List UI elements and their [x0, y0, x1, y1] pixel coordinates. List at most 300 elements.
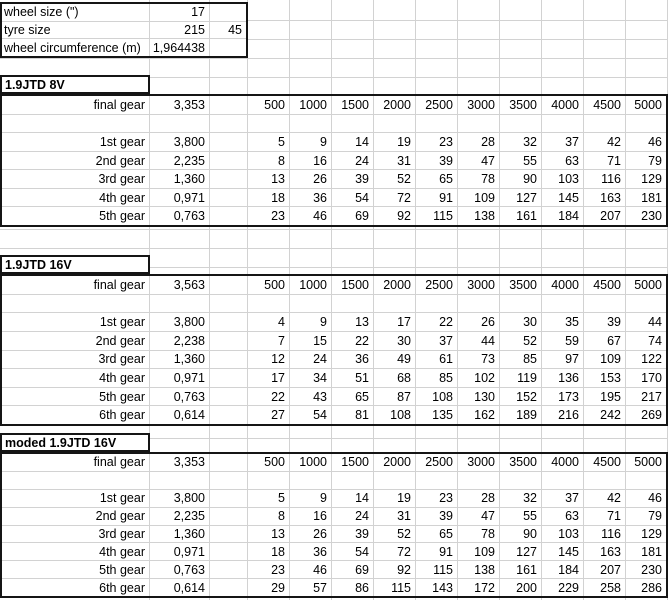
speed-cell[interactable]: 23: [248, 207, 290, 225]
empty-cell[interactable]: [210, 133, 248, 151]
rpm-header-cell[interactable]: 4500: [584, 454, 626, 471]
speed-cell[interactable]: 13: [248, 526, 290, 543]
gear-ratio-cell[interactable]: 0,971: [150, 543, 210, 560]
speed-cell[interactable]: 85: [500, 351, 542, 369]
speed-cell[interactable]: 145: [542, 189, 584, 207]
speed-cell[interactable]: 55: [500, 508, 542, 525]
gear-ratio-cell[interactable]: 0,763: [150, 388, 210, 406]
rpm-header-cell[interactable]: 5000: [634, 277, 662, 292]
gear-label-cell[interactable]: 5th gear: [2, 207, 150, 225]
speed-cell[interactable]: 143: [416, 579, 458, 596]
speed-cell[interactable]: 54: [332, 543, 374, 560]
speed-cell[interactable]: 18: [248, 189, 290, 207]
speed-cell[interactable]: 46: [290, 207, 332, 225]
speed-cell[interactable]: 286: [641, 580, 662, 595]
empty-cell[interactable]: [542, 295, 584, 313]
empty-cell[interactable]: [150, 115, 210, 133]
speed-cell[interactable]: 258: [584, 579, 626, 596]
speed-cell[interactable]: 78: [458, 526, 500, 543]
speed-cell[interactable]: 119: [500, 369, 542, 387]
speed-cell[interactable]: 7: [248, 332, 290, 350]
empty-cell[interactable]: [2, 115, 150, 133]
speed-cell[interactable]: 71: [584, 508, 626, 525]
empty-cell[interactable]: [210, 207, 248, 225]
gear-label-cell[interactable]: 1st gear: [2, 133, 150, 151]
speed-cell[interactable]: 30: [500, 313, 542, 331]
gear-ratio-cell[interactable]: 0,614: [150, 406, 210, 424]
empty-cell[interactable]: [290, 115, 332, 133]
speed-cell[interactable]: 86: [332, 579, 374, 596]
empty-cell[interactable]: [248, 115, 290, 133]
rpm-header-cell[interactable]: 4000: [542, 454, 584, 471]
speed-cell[interactable]: 39: [584, 313, 626, 331]
speed-cell[interactable]: 163: [584, 189, 626, 207]
speed-cell[interactable]: 115: [416, 207, 458, 225]
speed-cell[interactable]: 52: [374, 526, 416, 543]
speed-cell[interactable]: 36: [290, 189, 332, 207]
speed-cell[interactable]: 97: [542, 351, 584, 369]
speed-cell[interactable]: 184: [542, 561, 584, 578]
speed-cell[interactable]: 127: [500, 189, 542, 207]
empty-cell[interactable]: [210, 96, 248, 114]
speed-cell[interactable]: 87: [374, 388, 416, 406]
speed-cell[interactable]: 22: [416, 313, 458, 331]
speed-cell[interactable]: 108: [374, 406, 416, 424]
gear-ratio-cell[interactable]: 3,800: [150, 490, 210, 507]
speed-cell[interactable]: 136: [542, 369, 584, 387]
speed-cell[interactable]: 116: [584, 170, 626, 188]
rpm-header-cell[interactable]: 500: [248, 454, 290, 471]
speed-cell[interactable]: 39: [332, 170, 374, 188]
empty-cell[interactable]: [542, 115, 584, 133]
rpm-header-cell[interactable]: 1000: [290, 454, 332, 471]
speed-cell[interactable]: 230: [641, 209, 662, 224]
speed-cell[interactable]: 173: [542, 388, 584, 406]
speed-cell[interactable]: 216: [542, 406, 584, 424]
speed-cell[interactable]: 207: [584, 207, 626, 225]
speed-cell[interactable]: 36: [332, 351, 374, 369]
empty-cell[interactable]: [626, 115, 666, 133]
speed-cell[interactable]: 109: [584, 351, 626, 369]
speed-cell[interactable]: 15: [290, 332, 332, 350]
gear-label-cell[interactable]: 2nd gear: [2, 332, 150, 350]
empty-cell[interactable]: [210, 579, 248, 596]
speed-cell[interactable]: 49: [374, 351, 416, 369]
gear-label-cell[interactable]: 3rd gear: [2, 170, 150, 188]
gear-ratio-cell[interactable]: 2,238: [150, 332, 210, 350]
speed-cell[interactable]: 145: [542, 543, 584, 560]
speed-cell[interactable]: 181: [641, 544, 662, 559]
gear-label-cell[interactable]: 4th gear: [2, 543, 150, 560]
speed-cell[interactable]: 46: [648, 491, 662, 506]
final-gear-label-cell[interactable]: final gear: [2, 276, 150, 294]
empty-cell[interactable]: [332, 115, 374, 133]
gear-ratio-cell[interactable]: 0,763: [150, 561, 210, 578]
speed-cell[interactable]: 217: [641, 389, 662, 404]
speed-cell[interactable]: 14: [332, 490, 374, 507]
speed-cell[interactable]: 162: [458, 406, 500, 424]
empty-cell[interactable]: [150, 472, 210, 489]
rpm-header-cell[interactable]: 1500: [332, 96, 374, 114]
speed-cell[interactable]: 130: [458, 388, 500, 406]
wheel-info-label[interactable]: wheel size ("): [2, 4, 150, 21]
speed-cell[interactable]: 115: [416, 561, 458, 578]
speed-cell[interactable]: 26: [290, 170, 332, 188]
empty-cell[interactable]: [626, 295, 666, 313]
speed-cell[interactable]: 90: [500, 170, 542, 188]
speed-cell[interactable]: 24: [290, 351, 332, 369]
speed-cell[interactable]: 71: [584, 152, 626, 170]
rpm-header-cell[interactable]: 2500: [416, 454, 458, 471]
speed-cell[interactable]: 103: [542, 170, 584, 188]
speed-cell[interactable]: 23: [416, 133, 458, 151]
empty-cell[interactable]: [374, 115, 416, 133]
rpm-header-cell[interactable]: 2500: [416, 276, 458, 294]
speed-cell[interactable]: 91: [416, 189, 458, 207]
speed-cell[interactable]: 116: [584, 526, 626, 543]
speed-cell[interactable]: 18: [248, 543, 290, 560]
gear-ratio-cell[interactable]: 3,800: [150, 133, 210, 151]
speed-cell[interactable]: 127: [500, 543, 542, 560]
empty-cell[interactable]: [210, 543, 248, 560]
speed-cell[interactable]: 65: [416, 526, 458, 543]
speed-cell[interactable]: 72: [374, 189, 416, 207]
empty-cell[interactable]: [210, 406, 248, 424]
gear-ratio-cell[interactable]: 0,614: [150, 579, 210, 596]
speed-cell[interactable]: 37: [416, 332, 458, 350]
speed-cell[interactable]: 229: [542, 579, 584, 596]
speed-cell[interactable]: 181: [641, 190, 662, 205]
speed-cell[interactable]: 47: [458, 152, 500, 170]
rpm-header-cell[interactable]: 3500: [500, 454, 542, 471]
rpm-header-cell[interactable]: 3000: [458, 96, 500, 114]
speed-cell[interactable]: 269: [641, 408, 662, 423]
speed-cell[interactable]: 57: [290, 579, 332, 596]
speed-cell[interactable]: 129: [641, 172, 662, 187]
empty-cell[interactable]: [210, 490, 248, 507]
rpm-header-cell[interactable]: 1000: [290, 96, 332, 114]
rpm-header-cell[interactable]: 4500: [584, 96, 626, 114]
speed-cell[interactable]: 184: [542, 207, 584, 225]
gear-label-cell[interactable]: 5th gear: [2, 388, 150, 406]
speed-cell[interactable]: 230: [641, 562, 662, 577]
empty-cell[interactable]: [210, 454, 248, 471]
speed-cell[interactable]: 170: [641, 370, 662, 385]
gear-ratio-cell[interactable]: 2,235: [150, 508, 210, 525]
empty-cell[interactable]: [374, 295, 416, 313]
speed-cell[interactable]: 46: [290, 561, 332, 578]
speed-cell[interactable]: 42: [584, 133, 626, 151]
speed-cell[interactable]: 54: [332, 189, 374, 207]
speed-cell[interactable]: 17: [248, 369, 290, 387]
speed-cell[interactable]: 32: [500, 490, 542, 507]
empty-cell[interactable]: [210, 170, 248, 188]
speed-cell[interactable]: 34: [290, 369, 332, 387]
speed-cell[interactable]: 9: [290, 490, 332, 507]
speed-cell[interactable]: 163: [584, 543, 626, 560]
speed-cell[interactable]: 109: [458, 543, 500, 560]
speed-cell[interactable]: 17: [374, 313, 416, 331]
speed-cell[interactable]: 129: [641, 526, 662, 541]
speed-cell[interactable]: 63: [542, 152, 584, 170]
speed-cell[interactable]: 195: [584, 388, 626, 406]
speed-cell[interactable]: 39: [416, 508, 458, 525]
speed-cell[interactable]: 27: [248, 406, 290, 424]
speed-cell[interactable]: 39: [416, 152, 458, 170]
rpm-header-cell[interactable]: 2500: [416, 96, 458, 114]
rpm-header-cell[interactable]: 2000: [374, 454, 416, 471]
empty-cell[interactable]: [416, 472, 458, 489]
speed-cell[interactable]: 35: [542, 313, 584, 331]
gear-ratio-cell[interactable]: 1,360: [150, 526, 210, 543]
speed-cell[interactable]: 30: [374, 332, 416, 350]
speed-cell[interactable]: 28: [458, 490, 500, 507]
empty-cell[interactable]: [210, 369, 248, 387]
speed-cell[interactable]: 47: [458, 508, 500, 525]
speed-cell[interactable]: 29: [248, 579, 290, 596]
speed-cell[interactable]: 65: [332, 388, 374, 406]
speed-cell[interactable]: 9: [290, 313, 332, 331]
speed-cell[interactable]: 4: [248, 313, 290, 331]
rpm-header-cell[interactable]: 4000: [542, 276, 584, 294]
speed-cell[interactable]: 5: [248, 490, 290, 507]
rpm-header-cell[interactable]: 1000: [290, 276, 332, 294]
speed-cell[interactable]: 78: [458, 170, 500, 188]
rpm-header-cell[interactable]: 3000: [458, 276, 500, 294]
empty-cell[interactable]: [248, 472, 290, 489]
speed-cell[interactable]: 138: [458, 561, 500, 578]
final-gear-ratio-cell[interactable]: 3,353: [150, 96, 210, 114]
empty-cell[interactable]: [416, 295, 458, 313]
speed-cell[interactable]: 68: [374, 369, 416, 387]
speed-cell[interactable]: 122: [641, 352, 662, 367]
empty-cell[interactable]: [210, 313, 248, 331]
speed-cell[interactable]: 13: [332, 313, 374, 331]
speed-cell[interactable]: 32: [500, 133, 542, 151]
empty-cell[interactable]: [210, 561, 248, 578]
rpm-header-cell[interactable]: 500: [248, 96, 290, 114]
speed-cell[interactable]: 67: [584, 332, 626, 350]
empty-cell[interactable]: [500, 472, 542, 489]
speed-cell[interactable]: 8: [248, 152, 290, 170]
speed-cell[interactable]: 189: [500, 406, 542, 424]
wheel-info-value[interactable]: 17: [150, 4, 210, 21]
speed-cell[interactable]: 207: [584, 561, 626, 578]
rpm-header-cell[interactable]: 2000: [374, 96, 416, 114]
gear-ratio-cell[interactable]: 1,360: [150, 351, 210, 369]
empty-cell[interactable]: [210, 472, 248, 489]
empty-cell[interactable]: [210, 526, 248, 543]
speed-cell[interactable]: 12: [248, 351, 290, 369]
empty-cell[interactable]: [210, 508, 248, 525]
speed-cell[interactable]: 91: [416, 543, 458, 560]
gear-ratio-cell[interactable]: 1,360: [150, 170, 210, 188]
speed-cell[interactable]: 26: [290, 526, 332, 543]
speed-cell[interactable]: 85: [416, 369, 458, 387]
speed-cell[interactable]: 138: [458, 207, 500, 225]
empty-cell[interactable]: [416, 115, 458, 133]
rpm-header-cell[interactable]: 500: [248, 276, 290, 294]
speed-cell[interactable]: 92: [374, 561, 416, 578]
empty-cell[interactable]: [290, 295, 332, 313]
empty-cell[interactable]: [210, 189, 248, 207]
speed-cell[interactable]: 81: [332, 406, 374, 424]
speed-cell[interactable]: 31: [374, 152, 416, 170]
speed-cell[interactable]: 90: [500, 526, 542, 543]
speed-cell[interactable]: 22: [332, 332, 374, 350]
speed-cell[interactable]: 22: [248, 388, 290, 406]
wheel-info-extra[interactable]: [210, 4, 246, 21]
speed-cell[interactable]: 36: [290, 543, 332, 560]
empty-cell[interactable]: [210, 276, 248, 294]
rpm-header-cell[interactable]: 5000: [634, 97, 662, 112]
empty-cell[interactable]: [584, 295, 626, 313]
speed-cell[interactable]: 135: [416, 406, 458, 424]
empty-cell[interactable]: [374, 472, 416, 489]
final-gear-ratio-cell[interactable]: 3,563: [150, 276, 210, 294]
speed-cell[interactable]: 69: [332, 561, 374, 578]
speed-cell[interactable]: 92: [374, 207, 416, 225]
empty-cell[interactable]: [332, 472, 374, 489]
final-gear-ratio-cell[interactable]: 3,353: [150, 454, 210, 471]
empty-cell[interactable]: [500, 295, 542, 313]
speed-cell[interactable]: 23: [248, 561, 290, 578]
empty-cell[interactable]: [584, 115, 626, 133]
speed-cell[interactable]: 37: [542, 490, 584, 507]
wheel-info-label[interactable]: wheel circumference (m): [2, 39, 150, 56]
speed-cell[interactable]: 242: [584, 406, 626, 424]
speed-cell[interactable]: 37: [542, 133, 584, 151]
empty-cell[interactable]: [2, 472, 150, 489]
speed-cell[interactable]: 72: [374, 543, 416, 560]
wheel-info-value[interactable]: 215: [150, 22, 210, 39]
speed-cell[interactable]: 161: [500, 561, 542, 578]
speed-cell[interactable]: 63: [542, 508, 584, 525]
rpm-header-cell[interactable]: 3000: [458, 454, 500, 471]
speed-cell[interactable]: 24: [332, 508, 374, 525]
speed-cell[interactable]: 43: [290, 388, 332, 406]
gear-ratio-cell[interactable]: 0,763: [150, 207, 210, 225]
speed-cell[interactable]: 152: [500, 388, 542, 406]
empty-cell[interactable]: [542, 472, 584, 489]
speed-cell[interactable]: 69: [332, 207, 374, 225]
speed-cell[interactable]: 73: [458, 351, 500, 369]
speed-cell[interactable]: 108: [416, 388, 458, 406]
speed-cell[interactable]: 65: [416, 170, 458, 188]
rpm-header-cell[interactable]: 5000: [634, 455, 662, 470]
speed-cell[interactable]: 59: [542, 332, 584, 350]
speed-cell[interactable]: 42: [584, 490, 626, 507]
gear-ratio-cell[interactable]: 2,235: [150, 152, 210, 170]
speed-cell[interactable]: 26: [458, 313, 500, 331]
speed-cell[interactable]: 31: [374, 508, 416, 525]
speed-cell[interactable]: 54: [290, 406, 332, 424]
empty-cell[interactable]: [290, 472, 332, 489]
speed-cell[interactable]: 200: [500, 579, 542, 596]
speed-cell[interactable]: 44: [648, 315, 662, 330]
empty-cell[interactable]: [458, 472, 500, 489]
speed-cell[interactable]: 109: [458, 189, 500, 207]
speed-cell[interactable]: 5: [248, 133, 290, 151]
speed-cell[interactable]: 44: [458, 332, 500, 350]
rpm-header-cell[interactable]: 4500: [584, 276, 626, 294]
speed-cell[interactable]: 16: [290, 508, 332, 525]
gear-ratio-cell[interactable]: 0,971: [150, 189, 210, 207]
empty-cell[interactable]: [210, 332, 248, 350]
speed-cell[interactable]: 55: [500, 152, 542, 170]
gear-label-cell[interactable]: 4th gear: [2, 189, 150, 207]
speed-cell[interactable]: 79: [648, 153, 662, 168]
speed-cell[interactable]: 23: [416, 490, 458, 507]
empty-cell[interactable]: [458, 295, 500, 313]
speed-cell[interactable]: 14: [332, 133, 374, 151]
gear-label-cell[interactable]: 6th gear: [2, 406, 150, 424]
speed-cell[interactable]: 13: [248, 170, 290, 188]
speed-cell[interactable]: 46: [648, 134, 662, 149]
empty-cell[interactable]: [210, 295, 248, 313]
rpm-header-cell[interactable]: 2000: [374, 276, 416, 294]
speed-cell[interactable]: 24: [332, 152, 374, 170]
empty-cell[interactable]: [458, 115, 500, 133]
wheel-info-value[interactable]: 1,964438: [150, 39, 210, 56]
speed-cell[interactable]: 28: [458, 133, 500, 151]
rpm-header-cell[interactable]: 4000: [542, 96, 584, 114]
wheel-info-extra[interactable]: [210, 39, 246, 56]
final-gear-label-cell[interactable]: final gear: [2, 96, 150, 114]
gear-label-cell[interactable]: 3rd gear: [2, 526, 150, 543]
gear-label-cell[interactable]: 2nd gear: [2, 508, 150, 525]
gear-label-cell[interactable]: 2nd gear: [2, 152, 150, 170]
rpm-header-cell[interactable]: 1500: [332, 276, 374, 294]
speed-cell[interactable]: 172: [458, 579, 500, 596]
rpm-header-cell[interactable]: 3500: [500, 96, 542, 114]
empty-cell[interactable]: [500, 115, 542, 133]
empty-cell[interactable]: [210, 115, 248, 133]
gear-label-cell[interactable]: 6th gear: [2, 579, 150, 596]
final-gear-label-cell[interactable]: final gear: [2, 454, 150, 471]
wheel-info-extra[interactable]: 45: [228, 23, 242, 37]
empty-cell[interactable]: [332, 295, 374, 313]
speed-cell[interactable]: 52: [500, 332, 542, 350]
empty-cell[interactable]: [150, 295, 210, 313]
speed-cell[interactable]: 39: [332, 526, 374, 543]
empty-cell[interactable]: [210, 152, 248, 170]
gear-ratio-cell[interactable]: 3,800: [150, 313, 210, 331]
gear-label-cell[interactable]: 1st gear: [2, 313, 150, 331]
speed-cell[interactable]: 161: [500, 207, 542, 225]
speed-cell[interactable]: 153: [584, 369, 626, 387]
empty-cell[interactable]: [210, 388, 248, 406]
speed-cell[interactable]: 9: [290, 133, 332, 151]
empty-cell[interactable]: [210, 351, 248, 369]
rpm-header-cell[interactable]: 3500: [500, 276, 542, 294]
speed-cell[interactable]: 115: [374, 579, 416, 596]
gear-ratio-cell[interactable]: 0,971: [150, 369, 210, 387]
gear-label-cell[interactable]: 3rd gear: [2, 351, 150, 369]
speed-cell[interactable]: 61: [416, 351, 458, 369]
speed-cell[interactable]: 19: [374, 133, 416, 151]
gear-label-cell[interactable]: 5th gear: [2, 561, 150, 578]
empty-cell[interactable]: [2, 295, 150, 313]
speed-cell[interactable]: 16: [290, 152, 332, 170]
speed-cell[interactable]: 19: [374, 490, 416, 507]
empty-cell[interactable]: [584, 472, 626, 489]
gear-label-cell[interactable]: 1st gear: [2, 490, 150, 507]
speed-cell[interactable]: 79: [648, 509, 662, 524]
speed-cell[interactable]: 74: [648, 333, 662, 348]
rpm-header-cell[interactable]: 1500: [332, 454, 374, 471]
speed-cell[interactable]: 103: [542, 526, 584, 543]
